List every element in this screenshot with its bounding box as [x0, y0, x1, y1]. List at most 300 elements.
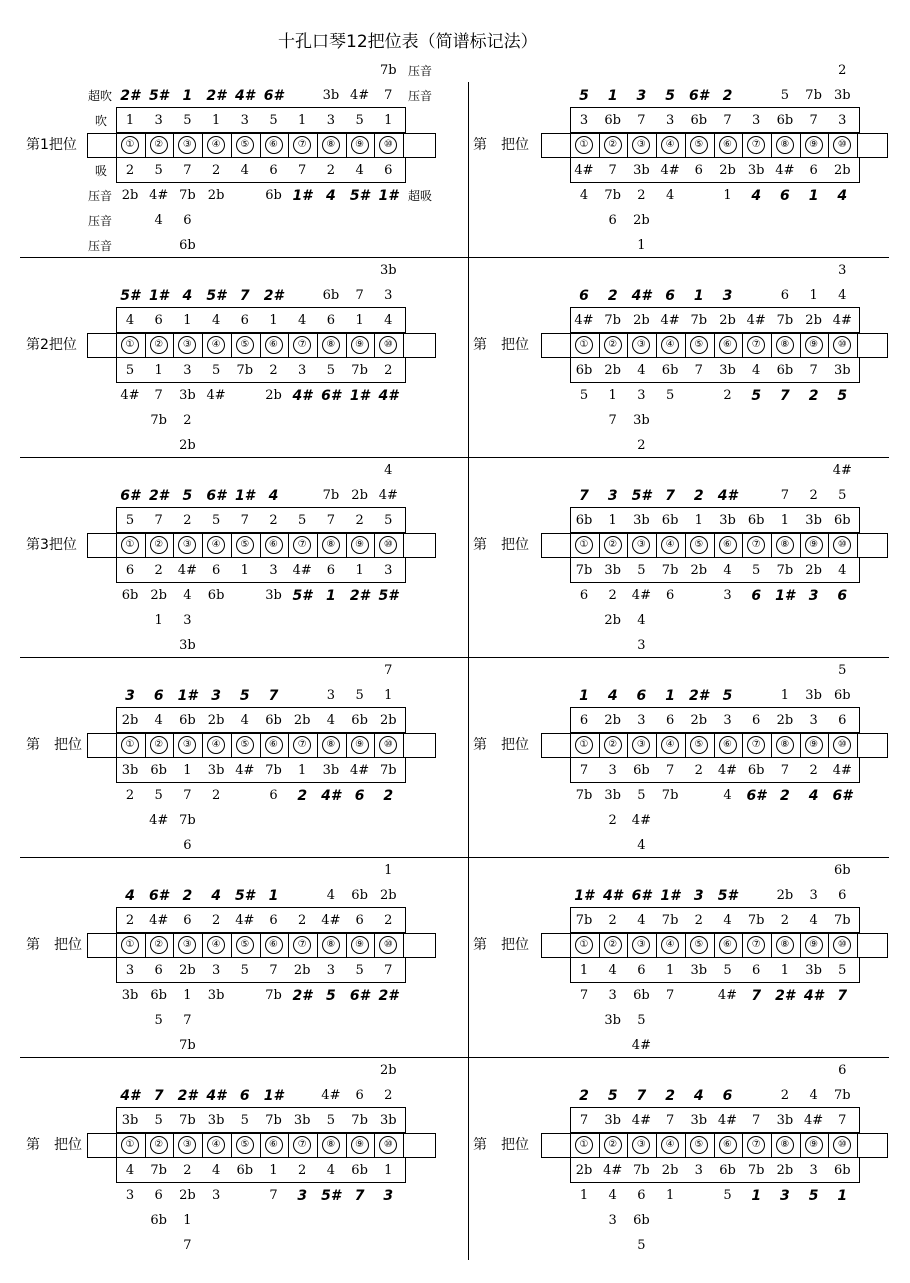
- hole-divider: [771, 1133, 772, 1158]
- overblow-note: 7b: [834, 1088, 851, 1103]
- draw-note: 2b: [776, 1163, 794, 1178]
- hole-number: ⑩: [833, 336, 851, 354]
- overblow-note: 6#: [263, 88, 284, 104]
- top-extra-note: 3: [838, 263, 847, 278]
- hole-number: ⑨: [805, 736, 823, 754]
- blow-note: 3b: [805, 513, 822, 528]
- hole-number: ①: [121, 736, 139, 754]
- page-title: 十孔口琴12把位表（简谱标记法）: [278, 32, 538, 52]
- hole-divider: [317, 533, 318, 558]
- bend-note: 2#: [349, 588, 370, 604]
- blow-note: 3b: [604, 1113, 621, 1128]
- hole-divider: [116, 733, 117, 758]
- bend-note: 3: [608, 988, 617, 1003]
- draw-note: 4: [838, 563, 847, 578]
- hole-divider: [202, 333, 203, 358]
- blow-note: 2: [355, 513, 364, 528]
- draw-note: 7b: [633, 1163, 650, 1178]
- overblow-note: 3: [722, 288, 733, 304]
- overblow-note: 5: [780, 88, 790, 103]
- draw-note: 1: [154, 363, 163, 378]
- draw-note: 2b: [575, 1163, 593, 1178]
- overblow-note: 6: [636, 688, 647, 704]
- bend-note: 5: [326, 988, 336, 1004]
- hole-number: ⑤: [236, 136, 254, 154]
- overblow-note: 2: [722, 88, 733, 104]
- blow-note: 1: [780, 513, 790, 528]
- overblow-note: 7: [579, 488, 589, 504]
- bend-note: 5: [751, 388, 762, 404]
- draw-note: 6b: [661, 363, 679, 378]
- hole-number: ⑦: [293, 136, 311, 154]
- overblow-note: 4#: [378, 488, 398, 503]
- overblow-note: 6#: [689, 88, 709, 104]
- draw-note: 3b: [805, 963, 822, 978]
- draw-note: 7: [579, 763, 589, 778]
- blow-note: 7b: [351, 1113, 368, 1128]
- bend-note: 6: [780, 188, 790, 204]
- draw-note: 5: [154, 163, 163, 178]
- hole-divider: [374, 133, 375, 158]
- hole-number: ②: [150, 536, 168, 554]
- bend-note: 5: [808, 1188, 819, 1204]
- draw-note: 7: [384, 963, 393, 978]
- bend-note: 7: [269, 1188, 278, 1203]
- bend-note: 3b: [121, 988, 139, 1003]
- hole-divider: [714, 533, 715, 558]
- blow-note: 4: [326, 713, 336, 728]
- blow-note: 7b: [747, 913, 765, 928]
- hole-divider: [857, 733, 858, 758]
- hole-divider: [346, 533, 347, 558]
- bend-note: 7: [780, 388, 790, 404]
- hole-number: ②: [604, 736, 622, 754]
- hole-divider: [857, 533, 858, 558]
- hole-number: ②: [604, 536, 622, 554]
- blow-note: 2b: [805, 313, 822, 328]
- hole-divider: [202, 733, 203, 758]
- blow-note: 2: [384, 913, 393, 928]
- bend-note: 2b: [265, 388, 282, 403]
- draw-note: 5: [723, 963, 732, 978]
- hole-number: ①: [575, 136, 593, 154]
- draw-note: 6: [211, 563, 221, 578]
- draw-note: 6: [694, 163, 703, 178]
- blow-note: 2b: [604, 713, 621, 728]
- bend-note: 6#: [832, 788, 853, 804]
- hole-number: ⑥: [719, 1136, 737, 1154]
- overblow-note: 1: [665, 688, 675, 704]
- hole-divider: [714, 933, 715, 958]
- hole-divider: [288, 533, 289, 558]
- blow-note: 7: [838, 1113, 847, 1128]
- hole-divider: [288, 933, 289, 958]
- hole-number: ⑤: [236, 936, 254, 954]
- draw-note: 2b: [690, 563, 708, 578]
- hole-divider: [260, 133, 261, 158]
- hole-divider: [742, 733, 743, 758]
- draw-note: 4: [240, 163, 249, 178]
- blow-note: 5: [240, 1113, 249, 1128]
- blow-note: 6b: [690, 113, 708, 128]
- draw-note: 2: [326, 163, 336, 178]
- draw-note: 5: [211, 363, 221, 378]
- overblow-note: 2: [182, 888, 193, 904]
- blow-note: 2: [211, 913, 221, 928]
- blow-note: 3b: [207, 1113, 225, 1128]
- draw-note: 4#: [717, 763, 738, 778]
- overblow-note: 4: [268, 488, 279, 504]
- hole-number: ⑤: [236, 1136, 254, 1154]
- bend-note: 7b: [179, 813, 196, 828]
- blow-note: 4: [637, 913, 646, 928]
- bend-note: 5: [637, 1238, 646, 1253]
- hole-divider: [828, 733, 829, 758]
- draw-note: 3: [326, 963, 336, 978]
- hole-number: ③: [178, 336, 196, 354]
- blow-note: 3: [723, 713, 732, 728]
- draw-note: 2b: [604, 363, 621, 378]
- draw-note: 7b: [351, 363, 368, 378]
- overblow-note: 3b: [322, 88, 340, 103]
- blow-note: 4: [384, 313, 393, 328]
- hole-divider: [403, 1133, 404, 1158]
- bend-note: 2: [637, 438, 646, 453]
- overblow-note: 3: [636, 88, 647, 104]
- overblow-note: 2b: [351, 488, 368, 503]
- blow-note: 6b: [661, 513, 679, 528]
- draw-note: 4#: [177, 563, 197, 578]
- hole-number: ⑩: [379, 136, 397, 154]
- hole-divider: [627, 333, 628, 358]
- blow-note: 4: [125, 313, 135, 328]
- overblow-note: 2: [579, 1088, 589, 1104]
- draw-note: 4: [608, 963, 617, 978]
- blow-note: 3b: [121, 1113, 139, 1128]
- bend-note: 2b: [179, 1188, 196, 1203]
- draw-note: 7: [608, 163, 617, 178]
- hole-number: ⑩: [833, 536, 851, 554]
- hole-divider: [742, 333, 743, 358]
- hole-number: ②: [150, 136, 168, 154]
- hole-number: ⑤: [690, 936, 708, 954]
- draw-note: 3: [694, 1163, 703, 1178]
- draw-note: 4#: [603, 1163, 623, 1178]
- draw-note: 2: [154, 563, 163, 578]
- hole-divider: [599, 1133, 600, 1158]
- hole-number: ⑧: [322, 336, 340, 354]
- bend-note: 2: [608, 588, 617, 603]
- hole-divider: [145, 733, 146, 758]
- hole-number: ⑥: [719, 336, 737, 354]
- hole-divider: [685, 333, 686, 358]
- blow-note: 4: [723, 913, 732, 928]
- bend-note: 3: [637, 638, 646, 653]
- bend-note: 1: [183, 1213, 192, 1228]
- hole-divider: [599, 933, 600, 958]
- blow-note: 4#: [149, 913, 169, 928]
- blow-note: 3b: [293, 1113, 311, 1128]
- hole-divider: [374, 733, 375, 758]
- top-bend-label: 压音: [408, 64, 433, 78]
- blow-note: 3: [240, 113, 249, 128]
- hole-number: ②: [604, 1136, 622, 1154]
- bend-note: 5: [837, 388, 848, 404]
- hole-number: ①: [575, 1136, 593, 1154]
- bend-note: 4#: [321, 788, 341, 804]
- overblow-note: 1#: [574, 888, 594, 904]
- blow-note: 1: [608, 513, 617, 528]
- bend-note: 6: [354, 788, 365, 804]
- hole-divider: [346, 133, 347, 158]
- blow-note: 5: [355, 113, 364, 128]
- bend-note: 4#: [292, 388, 312, 404]
- hole-divider: [173, 333, 174, 358]
- overblow-note: 1#: [263, 1088, 284, 1104]
- overblow-note: 5#: [206, 288, 226, 304]
- hole-divider: [403, 733, 404, 758]
- draw-label: 吸: [95, 164, 108, 178]
- overblow-note: 7: [153, 1088, 164, 1104]
- hole-divider: [685, 533, 686, 558]
- row-divider: [20, 457, 889, 458]
- blow-note: 4#: [832, 313, 852, 328]
- draw-note: 6: [752, 963, 761, 978]
- bend-note: 5: [579, 388, 589, 403]
- blow-note: 4: [211, 313, 221, 328]
- hole-number: ⑤: [690, 536, 708, 554]
- hole-divider: [800, 133, 801, 158]
- blow-note: 6: [326, 313, 336, 328]
- bend-note: 4: [637, 613, 646, 628]
- bend-note: 6#: [746, 788, 766, 804]
- overblow-note: 1: [384, 688, 393, 703]
- overblow-note: 4: [607, 688, 618, 704]
- draw-note: 2: [269, 363, 278, 378]
- hole-number: ⑥: [719, 936, 737, 954]
- draw-note: 6b: [834, 1163, 851, 1178]
- blow-note: 3: [665, 113, 675, 128]
- bend-note: 7: [183, 1238, 192, 1253]
- bend-note: 5: [154, 788, 163, 803]
- top-extra-note: 4: [384, 463, 393, 478]
- bend-note: 6: [269, 788, 278, 803]
- hole-number: ⑦: [747, 536, 765, 554]
- draw-note: 4#: [832, 763, 852, 778]
- overblow-note: 2: [780, 1088, 790, 1103]
- blow-note: 4#: [235, 913, 255, 928]
- hole-number: ⑥: [265, 336, 283, 354]
- hole-number: ⑤: [236, 736, 254, 754]
- bend-note: 6b: [265, 188, 282, 203]
- overblow-note: 4#: [631, 288, 652, 304]
- hole-divider: [231, 1133, 232, 1158]
- hole-divider: [145, 133, 146, 158]
- blow-note: 7b: [834, 913, 851, 928]
- draw-note: 3: [183, 363, 192, 378]
- hole-divider: [202, 933, 203, 958]
- hole-number: ⑩: [833, 1136, 851, 1154]
- hole-divider: [599, 533, 600, 558]
- draw-note: 5: [838, 963, 847, 978]
- hole-number: ①: [121, 136, 139, 154]
- blow-note: 7b: [265, 1113, 282, 1128]
- draw-note: 2: [694, 763, 703, 778]
- bend-note: 4#: [120, 388, 140, 403]
- bend-note: 5: [637, 1013, 646, 1028]
- hole-divider: [771, 133, 772, 158]
- hole-divider: [685, 733, 686, 758]
- bend-note: 3b: [265, 588, 282, 603]
- bend-note: 7: [608, 413, 617, 428]
- hole-divider: [260, 933, 261, 958]
- hole-number: ①: [575, 536, 593, 554]
- draw-note: 6b: [776, 363, 794, 378]
- draw-note: 3: [608, 763, 617, 778]
- overblow-note: 6: [665, 288, 675, 304]
- overblow-note: 5: [722, 688, 733, 704]
- top-extra-note: 1: [384, 863, 393, 878]
- blow-note: 2b: [293, 713, 311, 728]
- overblow-note: 4#: [235, 88, 255, 104]
- bend-note: 6: [579, 588, 589, 603]
- blow-note: 2b: [776, 713, 794, 728]
- bend-note: 6: [837, 588, 848, 604]
- overblow-note: 7: [780, 488, 790, 503]
- blow-note: 4#: [746, 313, 766, 328]
- blow-note: 6: [269, 913, 278, 928]
- overblow-note: 7: [355, 288, 364, 303]
- hole-number: ⑤: [690, 736, 708, 754]
- draw-note: 7b: [776, 563, 794, 578]
- blow-note: 6b: [776, 113, 794, 128]
- bend-note: 1: [326, 588, 336, 604]
- hole-number: ⑤: [236, 536, 254, 554]
- hole-divider: [685, 133, 686, 158]
- hole-number: ④: [207, 1136, 225, 1154]
- hole-number: ⑨: [351, 136, 369, 154]
- hole-number: ③: [178, 1136, 196, 1154]
- blow-note: 5: [384, 513, 393, 528]
- overblow-note: 5#: [717, 888, 738, 904]
- bend-note: 5: [154, 1013, 163, 1028]
- hole-number: ⑨: [805, 336, 823, 354]
- bend-note: 3: [723, 588, 732, 603]
- hole-divider: [116, 333, 117, 358]
- overblow-note: 7: [239, 288, 250, 304]
- draw-note: 2b: [179, 963, 196, 978]
- bend-note: 7b: [265, 988, 282, 1003]
- row-divider: [20, 257, 889, 258]
- blow-note: 1: [211, 113, 221, 128]
- blow-label: 吹: [95, 114, 108, 128]
- hole-divider: [828, 1133, 829, 1158]
- bend-note: 1#: [775, 588, 795, 604]
- hole-number: ⑨: [351, 1136, 369, 1154]
- hole-number: ④: [661, 936, 679, 954]
- bend-note: 3: [383, 1188, 394, 1204]
- hole-divider: [288, 733, 289, 758]
- blow-note: 7: [326, 513, 336, 528]
- overblow-note: 1: [809, 288, 818, 303]
- overblow-note: 2#: [263, 288, 284, 304]
- hole-divider: [771, 933, 772, 958]
- hole-number: ⑩: [833, 736, 851, 754]
- bend-note: 1: [751, 1188, 762, 1204]
- draw-note: 7b: [236, 363, 254, 378]
- blow-note: 7: [752, 1113, 761, 1128]
- bend-note: 5#: [321, 1188, 341, 1204]
- top-extra-note: 5: [838, 663, 847, 678]
- hole-number: ③: [178, 936, 196, 954]
- hole-divider: [231, 533, 232, 558]
- hole-divider: [116, 533, 117, 558]
- blow-note: 2: [269, 513, 278, 528]
- overblow-note: 6: [838, 888, 847, 903]
- draw-note: 6b: [633, 763, 650, 778]
- hole-divider: [570, 733, 571, 758]
- blow-note: 2: [780, 913, 790, 928]
- draw-note: 4#: [660, 163, 680, 178]
- hole-divider: [260, 733, 261, 758]
- overblow-note: 7: [268, 688, 279, 704]
- blow-note: 7: [637, 113, 646, 128]
- draw-note: 6b: [351, 1163, 368, 1178]
- hole-divider: [714, 1133, 715, 1158]
- hole-number: ⑩: [833, 136, 851, 154]
- hole-divider: [828, 333, 829, 358]
- overdraw-label: 超吸: [408, 189, 433, 203]
- position-label: 第1把位: [26, 137, 77, 153]
- overblow-note: 7: [384, 88, 393, 103]
- draw-note: 4: [355, 163, 364, 178]
- bend-note: 3b: [179, 388, 196, 403]
- hole-divider: [656, 1133, 657, 1158]
- overblow-note: 7b: [805, 88, 822, 103]
- hole-number: ⑤: [690, 136, 708, 154]
- hole-number: ⑤: [690, 1136, 708, 1154]
- draw-note: 5: [326, 363, 336, 378]
- bend-note: 4#: [631, 1038, 651, 1053]
- bend-note: 7: [579, 988, 589, 1003]
- draw-note: 1: [579, 963, 589, 978]
- hole-divider: [346, 333, 347, 358]
- overblow-note: 1: [607, 88, 618, 104]
- blow-note: 6b: [265, 713, 282, 728]
- overblow-note: 1: [780, 688, 790, 703]
- bend-note: 2b: [179, 438, 196, 453]
- bend-note: 3: [780, 1188, 790, 1204]
- bend-note: 2: [780, 788, 790, 804]
- draw-note: 4: [723, 563, 732, 578]
- hole-divider: [260, 533, 261, 558]
- draw-note: 4: [125, 1163, 135, 1178]
- blow-note: 1: [298, 113, 307, 128]
- blow-note: 6: [838, 713, 847, 728]
- blow-note: 6b: [604, 113, 621, 128]
- draw-note: 6b: [150, 763, 167, 778]
- overblow-note: 2: [607, 288, 618, 304]
- overblow-note: 1#: [148, 288, 169, 304]
- hole-divider: [145, 533, 146, 558]
- overblow-note: 4#: [206, 1088, 226, 1104]
- draw-note: 6: [125, 563, 135, 578]
- hole-divider: [627, 133, 628, 158]
- bend-note: 4: [154, 213, 163, 228]
- hole-divider: [346, 733, 347, 758]
- overblow-note: 3: [326, 688, 336, 703]
- bend-note: 6: [665, 588, 675, 603]
